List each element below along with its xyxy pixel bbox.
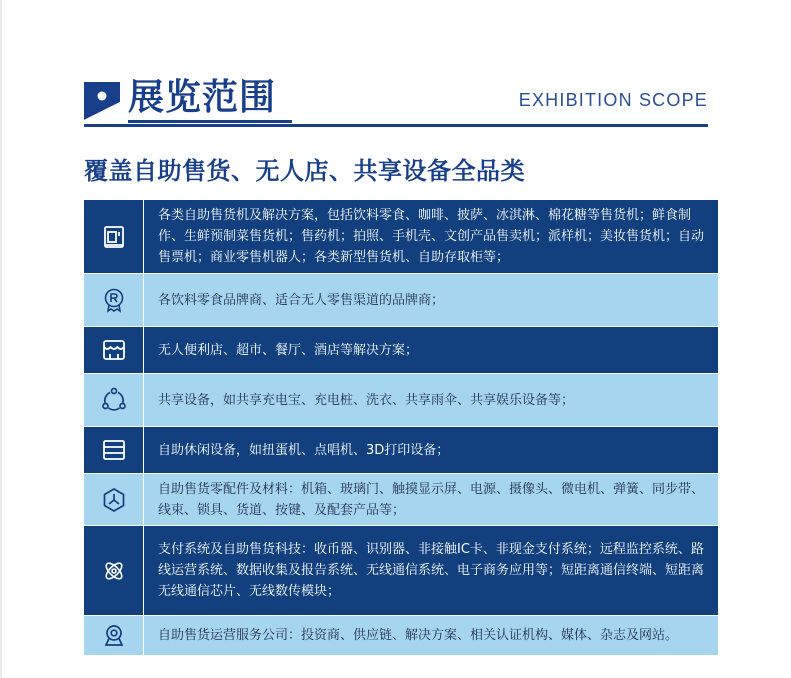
- row-icon-cell: [84, 327, 144, 373]
- row-text: 自助休闲设备，如扭蛋机、点唱机、3D打印设备；: [158, 442, 450, 458]
- registered-brand-icon: [101, 287, 127, 313]
- table-row: [84, 427, 718, 474]
- row-text: 各类自助售货机及解决方案，包括饮料零食、咖啡、披萨、冰淇淋、棉花糖等售货机；鲜食制作、生鲜预制菜售货机；售药机；拍照、手机壳、文创产品售卖机；派样机；美妆售货机；自动售票机；商业零售机器人；各类新型售货机、自助存取柜等；: [158, 208, 705, 265]
- page-left-border: [0, 0, 2, 678]
- table-row: [84, 274, 718, 327]
- table-row: [84, 616, 718, 656]
- title-underline: [128, 120, 292, 123]
- section-subtitle: 覆盖自助售货、无人店、共享设备全品类: [84, 157, 525, 185]
- location-service-icon: [101, 623, 127, 649]
- vending-machine-icon: [101, 224, 127, 250]
- exhibition-scope-table: [84, 199, 718, 656]
- row-icon-cell: [84, 374, 144, 426]
- table-row: [84, 474, 718, 526]
- table-row: [84, 374, 718, 427]
- row-icon-cell: [84, 200, 144, 273]
- page-title-english: EXHIBITION SCOPE: [518, 90, 708, 110]
- row-icon-cell: [84, 274, 144, 326]
- table-row: [84, 526, 718, 616]
- header-divider: [84, 124, 708, 127]
- row-icon-cell: [84, 474, 144, 525]
- components-icon: [101, 487, 127, 513]
- store-icon: [101, 337, 127, 363]
- share-icon: [101, 387, 127, 413]
- section-header: [84, 74, 708, 130]
- row-icon-cell: [84, 616, 144, 655]
- page-title: 展览范围: [128, 77, 277, 118]
- row-icon-cell: [84, 427, 144, 473]
- row-icon-cell: [84, 526, 144, 615]
- menu-list-icon: [101, 437, 127, 463]
- row-text: 自助售货运营服务公司：投资商、供应链、解决方案、相关认证机构、媒体、杂志及网站。: [158, 628, 679, 643]
- table-row: [84, 200, 718, 274]
- row-text: 共享设备，如共享充电宝、充电桩、洗衣、共享雨伞、共享娱乐设备等；: [158, 392, 575, 408]
- row-text: 自助售货零配件及材料：机箱、玻璃门、触摸显示屏、电源、摄像头、微电机、弹簧、同步带、线束、锁具、货道、按键、及配套产品等；: [158, 481, 705, 518]
- brand-logo-icon: [84, 82, 120, 120]
- row-text: 支付系统及自助售货科技：收币器、识别器、非接触IC卡、非现金支付系统；远程监控系统、路线运营系统、数据收集及报告系统、无线通信系统、电子商务应用等；短距离通信终端、短距离无线通信芯片、无线数传模块；: [158, 542, 705, 599]
- table-row: [84, 327, 718, 374]
- row-text: 无人便利店、超市、餐厅、酒店等解决方案；: [158, 342, 419, 358]
- atom-tech-icon: [101, 558, 127, 584]
- row-text: 各饮料零食品牌商、适合无人零售渠道的品牌商；: [158, 292, 445, 308]
